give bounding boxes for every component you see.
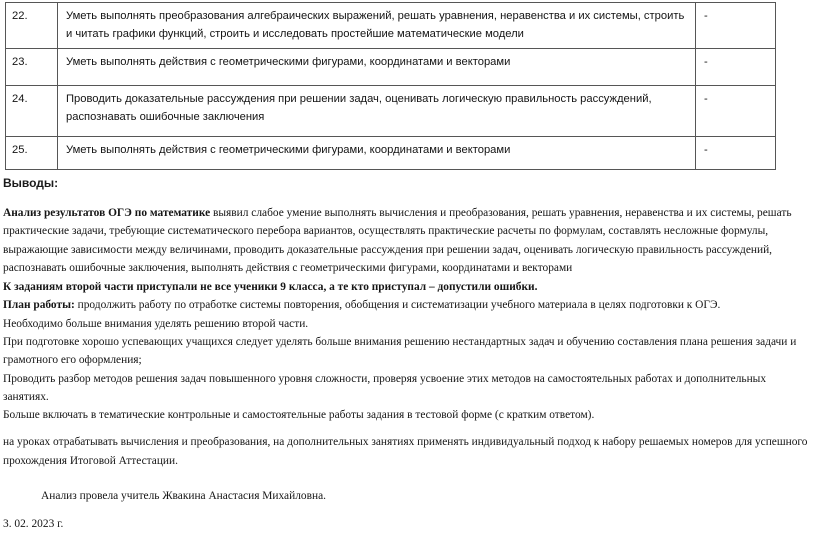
skills-table-body bbox=[6, 3, 776, 170]
row-number: 23. bbox=[6, 48, 58, 85]
table-row bbox=[6, 136, 776, 169]
spacer bbox=[3, 470, 811, 487]
table-row bbox=[6, 3, 776, 49]
final-note: на уроках отрабатывать вычисления и преобразования, на дополнительных занятиях применять индивидуальный подход к набору решаемых номеров для успешного прохождения Итоговой Аттестации. bbox=[3, 436, 808, 467]
analysis-paragraph bbox=[3, 204, 811, 278]
skills-table bbox=[5, 2, 776, 170]
conclusions-heading: Выводы: bbox=[3, 176, 59, 190]
conclusions-section bbox=[3, 176, 811, 533]
analysis-bold-lead: Анализ результатов ОГЭ по математике bbox=[3, 207, 211, 219]
recommendation-item: Проводить разбор методов решения задач повышенного уровня сложности, проверяя усвоение этих методов на самостоятельных работах и дополнительных занятиях. bbox=[3, 372, 767, 403]
row-description: Уметь выполнять действия с геометрическими фигурами, координатами и векторами bbox=[58, 48, 696, 85]
row-number: 25. bbox=[6, 136, 58, 169]
row-description: Проводить доказательные рассуждения при решении задач, оценивать логическую правильность рассуждений, распознавать ошибочные заключения bbox=[58, 85, 696, 136]
row-description: Уметь выполнять действия с геометрическими фигурами, координатами и векторами bbox=[58, 136, 696, 169]
row-mark: - bbox=[696, 3, 776, 49]
table-row bbox=[6, 48, 776, 85]
row-mark: - bbox=[696, 136, 776, 169]
table-row bbox=[6, 85, 776, 136]
spacer bbox=[3, 424, 811, 433]
row-number: 22. bbox=[6, 3, 58, 49]
plan-paragraph bbox=[3, 296, 811, 314]
document-date: 3. 02. 2023 г. bbox=[3, 517, 64, 530]
analysis-body: выявил слабое умение выполнять вычисления и преобразования, решать уравнения, неравенства и их системы, решать практические задачи, требующие систематического перебора вариантов, осуществлять практические расчеты по формулам, составлять несложные формулы, выражающие зависимости между величинами, проводить доказательные рассуждения при решении задач, оценивать логическую правильность рассуждений, распознавать ошибочные заключения, выполнять действия с геометрическими фигурами, координатами и векторами bbox=[3, 207, 792, 275]
plan-bold-lead: План работы: bbox=[3, 299, 75, 312]
row-mark: - bbox=[696, 48, 776, 85]
recommendation-item: Необходимо больше внимания уделять решению второй части. bbox=[3, 317, 309, 330]
row-number: 24. bbox=[6, 85, 58, 136]
row-description: Уметь выполнять преобразования алгебраических выражений, решать уравнения, неравенства и их системы, строить и читать графики функций, строить и исследовать простейшие математические модели bbox=[58, 3, 696, 49]
recommendation-item: При подготовке хорошо успевающих учащихся следует уделять больше внимания решению нестандартных задач и обучению составления плана решения задачи и грамотного его оформления; bbox=[3, 336, 797, 367]
row-mark: - bbox=[696, 85, 776, 136]
plan-body: продолжить работу по отработке системы повторения, обобщения и систематизации учебного материала в целях подготовки к ОГЭ. bbox=[74, 299, 721, 312]
second-part-note: К заданиям второй части приступали не все ученики 9 класса, а те кто приступал – допустили ошибки. bbox=[3, 280, 538, 293]
spacer bbox=[3, 506, 811, 515]
recommendation-item: Больше включать в тематические контрольные и самостоятельные работы задания в тестовой форме (с кратким ответом). bbox=[3, 409, 595, 422]
signature-line: Анализ провела учитель Жвакина Анастасия Михайловна. bbox=[41, 490, 326, 503]
